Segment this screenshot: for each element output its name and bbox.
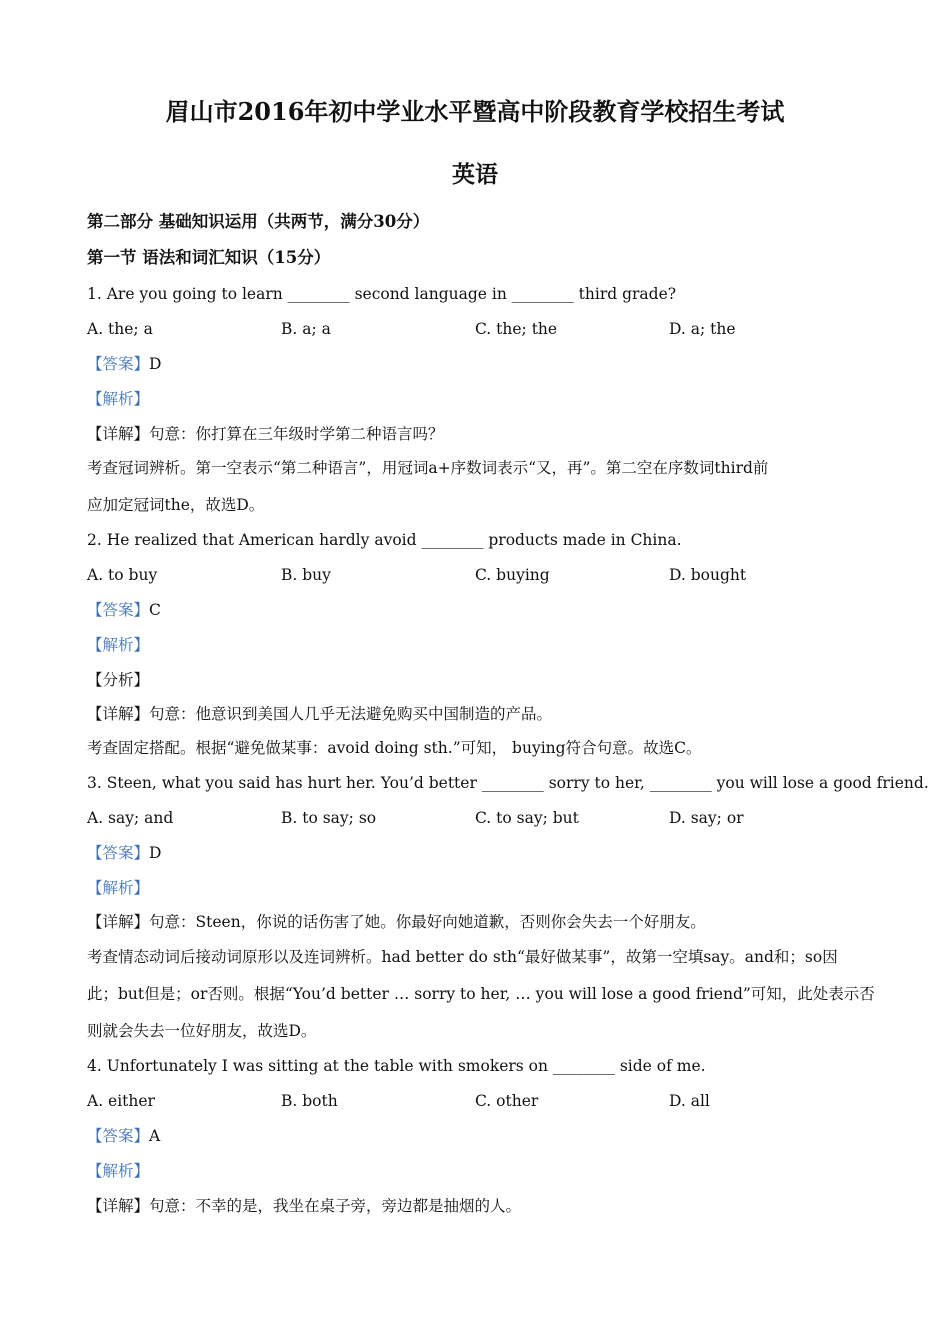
q3-answer — [87, 843, 161, 863]
q4-option-a: A. either — [87, 1092, 155, 1110]
q4-analysis-tag: 【解析】 — [87, 1162, 150, 1180]
detail-tag: 【详解】 — [87, 913, 150, 931]
q4-option-b: B. both — [281, 1092, 338, 1110]
question-2: 2. He realized that American hardly avoid ________ products made in China. — [87, 531, 682, 549]
q3-option-c: C. to say; but — [475, 809, 579, 827]
q2-option-a: A. to buy — [87, 566, 158, 584]
q4-answer — [87, 1126, 160, 1146]
q1-option-b: B. a; a — [281, 320, 331, 338]
q2-analysis-tag: 【解析】 — [87, 636, 150, 654]
answer-tag: 【答案】 — [87, 844, 150, 862]
answer-tag: 【答案】 — [87, 355, 150, 373]
q2-answer — [87, 600, 161, 620]
q3-explanation-line-3: 则就会失去一位好朋友，故选D。 — [87, 1022, 317, 1040]
q4-answer-value: A — [149, 1127, 161, 1145]
detail-tag: 【详解】 — [87, 1197, 150, 1215]
q4-detail-text: 句意：不幸的是，我坐在桌子旁，旁边都是抽烟的人。 — [149, 1197, 522, 1215]
q3-detail-text: 句意：Steen，你说的话伤害了她。你最好向她道歉，否则你会失去一个好朋友。 — [149, 913, 706, 931]
part-heading: 第二部分 基础知识运用（共两节，满分30分） — [87, 212, 430, 231]
q4-detail — [87, 1196, 521, 1216]
q4-option-d: D. all — [669, 1092, 710, 1110]
q1-answer — [87, 354, 161, 374]
q3-analysis-tag: 【解析】 — [87, 879, 150, 897]
q3-detail — [87, 912, 706, 932]
exam-title: 眉山市2016年初中学业水平暨高中阶段教育学校招生考试 — [165, 97, 785, 126]
q1-answer-value: D — [149, 355, 162, 373]
section-heading: 第一节 语法和词汇知识（15分） — [87, 248, 331, 267]
q1-explanation-line-2: 应加定冠词the，故选D。 — [87, 496, 265, 514]
q1-option-c: C. the; the — [475, 320, 558, 338]
answer-tag: 【答案】 — [87, 601, 150, 619]
q3-answer-value: D — [149, 844, 162, 862]
q2-explanation-line-1: 考查固定搭配。根据“避免做某事：avoid doing sth.”可知， buying符合句意。故选C。 — [87, 739, 702, 757]
question-1: 1. Are you going to learn ________ second language in ________ third grade? — [87, 285, 677, 303]
q1-option-d: D. a; the — [669, 320, 736, 338]
question-4: 4. Unfortunately I was sitting at the table with smokers on ________ side of me. — [87, 1057, 706, 1075]
q1-detail-text: 句意：你打算在三年级时学第二种语言吗？ — [149, 425, 444, 443]
q2-fenxi-tag: 【分析】 — [87, 671, 150, 689]
q1-explanation-line-1: 考查冠词辨析。第一空表示“第二种语言”，用冠词a+序数词表示“又，再”。第二空在序数词third前 — [87, 459, 769, 477]
q1-option-a: A. the; a — [87, 320, 153, 338]
q3-option-d: D. say; or — [669, 809, 744, 827]
q3-option-b: B. to say; so — [281, 809, 377, 827]
q2-detail — [87, 704, 552, 724]
q2-detail-text: 句意：他意识到美国人几乎无法避免购买中国制造的产品。 — [149, 705, 553, 723]
subject-title: 英语 — [452, 161, 498, 188]
q2-answer-value: C — [149, 601, 161, 619]
detail-tag: 【详解】 — [87, 425, 150, 443]
q2-option-b: B. buy — [281, 566, 331, 584]
q1-analysis-tag: 【解析】 — [87, 390, 150, 408]
q2-option-c: C. buying — [475, 566, 550, 584]
answer-tag: 【答案】 — [87, 1127, 150, 1145]
question-3: 3. Steen, what you said has hurt her. You’d better ________ sorry to her, ________ you will lose a good friend. — [87, 774, 929, 792]
q3-explanation-line-1: 考查情态动词后接动词原形以及连词辨析。had better do sth“最好做某事”，故第一空填say。and和；so因 — [87, 948, 838, 966]
q2-option-d: D. bought — [669, 566, 747, 584]
q3-option-a: A. say; and — [87, 809, 174, 827]
detail-tag: 【详解】 — [87, 705, 150, 723]
q4-option-c: C. other — [475, 1092, 539, 1110]
q3-explanation-line-2: 此；but但是；or否则。根据“You’d better … sorry to her, … you will lose a good friend”可知，此处表示否 — [87, 985, 875, 1003]
q1-detail — [87, 424, 444, 444]
